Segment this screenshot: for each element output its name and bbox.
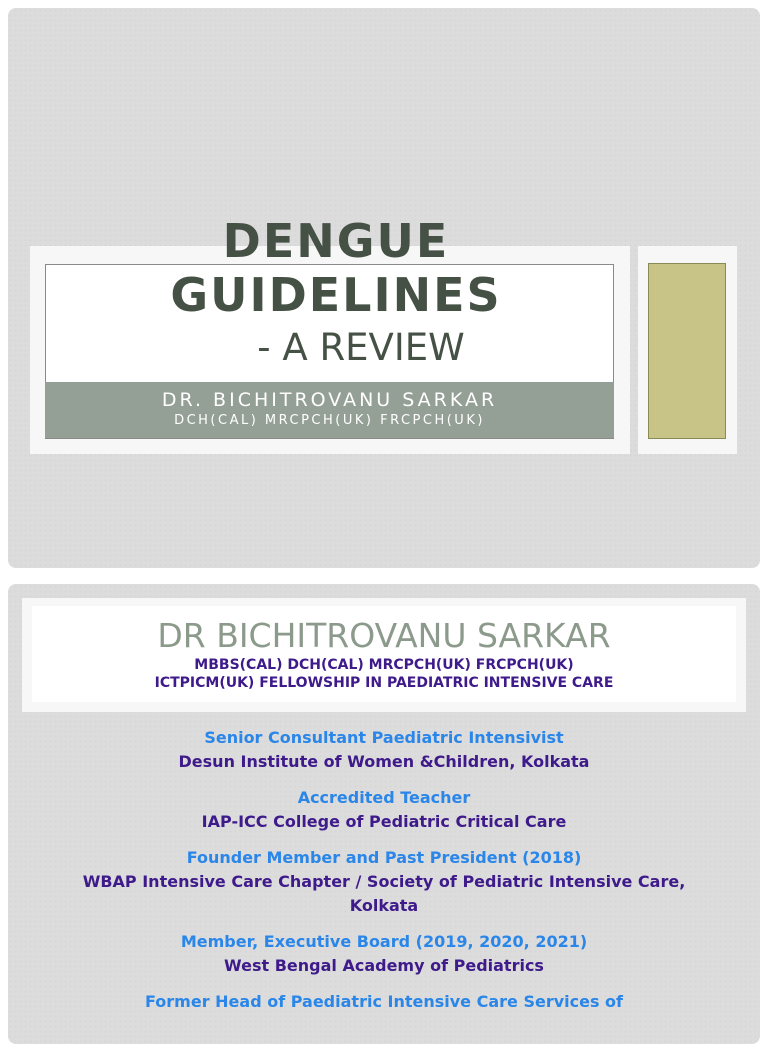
role-title: Founder Member and Past President (2018) (186, 848, 582, 867)
role-title: Member, Executive Board (2019, 2020, 2021) (180, 932, 588, 951)
role-item (8, 726, 760, 774)
slide-title (16, 214, 656, 372)
title-subtitle: - A REVIEW (257, 326, 465, 369)
roles-list (8, 726, 760, 1026)
author-name: DR. BICHITROVANU SARKAR (161, 389, 498, 411)
doctor-name: DR BICHITROVANU SARKAR (157, 616, 611, 655)
title-line-1: DENGUE (222, 214, 450, 268)
role-title: Accredited Teacher (297, 788, 471, 807)
title-slide (8, 8, 760, 568)
role-item (8, 930, 760, 978)
title-line-2: GUIDELINES (170, 268, 502, 322)
role-item (8, 846, 760, 918)
author-band (45, 382, 614, 438)
author-qualifications: DCH(CAL) MRCPCH(UK) FRCPCH(UK) (174, 413, 485, 428)
role-item (8, 990, 760, 1014)
qualifications-line-1: MBBS(CAL) DCH(CAL) MRCPCH(UK) FRCPCH(UK) (194, 657, 574, 673)
role-organization: West Bengal Academy of Pediatrics (224, 956, 544, 975)
role-title: Senior Consultant Paediatric Intensivist (204, 728, 564, 747)
role-organization: Desun Institute of Women &Children, Kolkata (178, 752, 590, 771)
role-organization: IAP-ICC College of Pediatric Critical Care (201, 812, 567, 831)
role-item (8, 786, 760, 834)
role-title: Former Head of Paediatric Intensive Care Services of (145, 992, 623, 1011)
role-organization: WBAP Intensive Care Chapter / Society of Pediatric Intensive Care, Kolkata (82, 872, 686, 915)
accent-box (648, 263, 726, 439)
qualifications-line-2: ICTPICM(UK) FELLOWSHIP IN PAEDIATRIC INTENSIVE CARE (154, 675, 614, 691)
bio-slide (8, 584, 760, 1044)
header-box (32, 606, 736, 702)
